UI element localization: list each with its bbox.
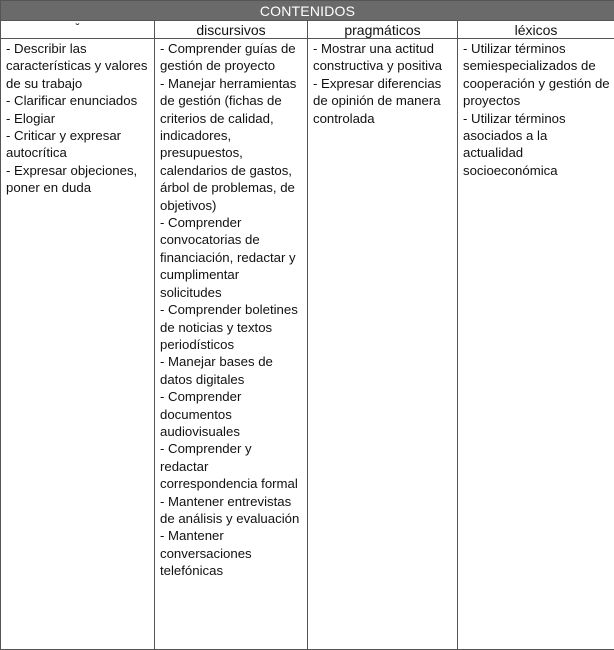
title-row xyxy=(1,1,614,21)
content-row xyxy=(1,39,614,650)
list-item: - Comprender boletines de noticias y textos periodísticos xyxy=(160,302,298,352)
list-item: - Utilizar términos asociados a la actualidad socioeconómica xyxy=(463,110,566,178)
list-item: - Comprender documentos audiovisuales xyxy=(160,389,242,439)
column-header-1-label: ˇ xyxy=(75,20,80,35)
list-item: - Describir las características y valores de su trabajo xyxy=(6,41,148,91)
list-item: - Mantener entrevistas de análisis y evaluación xyxy=(160,493,300,526)
list-item: - Utilizar términos semiespecializados de cooperación y gestión de proyectos xyxy=(463,41,610,109)
column-header-lexicos: léxicos xyxy=(458,21,614,39)
column-cell-discursivos xyxy=(155,39,308,650)
column-header-discursivos: discursivos xyxy=(155,21,308,39)
column-cell-pragmaticos xyxy=(308,39,458,650)
list-item: - Clarificar enunciados xyxy=(6,93,138,109)
column-cell-1 xyxy=(1,39,155,650)
list-item: - Comprender guías de gestión de proyecto xyxy=(160,41,296,74)
list-item: - Comprender y redactar correspondencia formal xyxy=(160,441,298,492)
list-item: - Manejar herramientas de gestión (fichas de criterios de calidad, indicadores, presupuestos, calendarios de gastos, árbol de problemas, de objetivos) xyxy=(160,75,297,213)
header-row xyxy=(1,21,614,39)
column-header-1 xyxy=(1,21,155,39)
list-item: - Mantener conversaciones telefónicas xyxy=(160,528,252,579)
list-item: - Elogiar xyxy=(6,110,56,126)
list-item: - Expresar diferencias de opinión de manera controlada xyxy=(313,75,442,126)
column-header-pragmaticos: pragmáticos xyxy=(308,21,458,39)
list-item: - Manejar bases de datos digitales xyxy=(160,354,273,387)
list-item: - Expresar objeciones, poner en duda xyxy=(6,162,138,196)
column-cell-lexicos xyxy=(458,39,614,650)
list-item: - Mostrar una actitud constructiva y positiva xyxy=(313,41,442,74)
list-item: - Comprender convocatorias de financiación, redactar y cumplimentar solicitudes xyxy=(160,215,296,300)
table-title: CONTENIDOS xyxy=(1,1,614,21)
list-item: - Criticar y expresar autocrítica xyxy=(6,128,122,161)
